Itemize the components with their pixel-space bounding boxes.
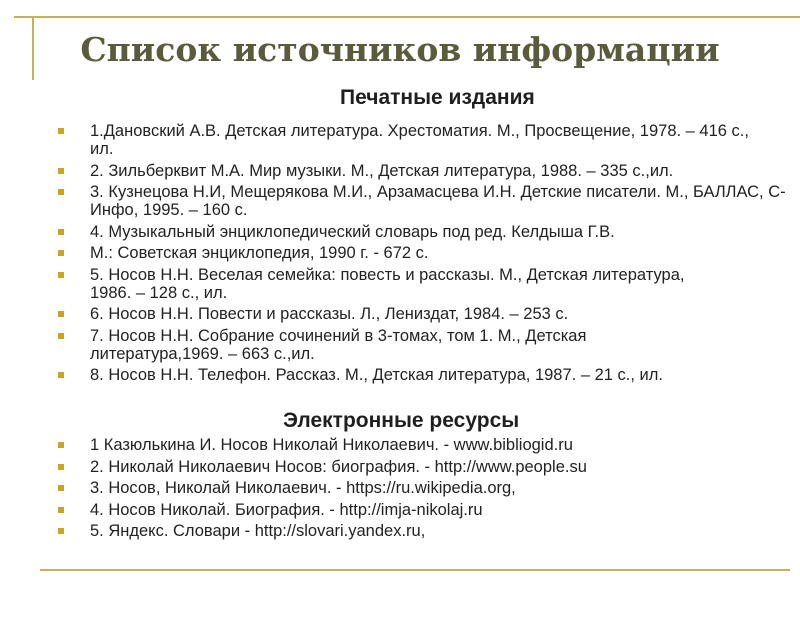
source-text: 5. Яндекс. Словари - http://slovari.yandex.ru, — [90, 522, 426, 540]
bullet-square-icon — [58, 372, 64, 378]
list-item — [58, 266, 700, 302]
source-text: 5. Носов Н.Н. Веселая семейка: повесть и рассказы. М., Детская литература, 1986. – 128 с., ил. — [90, 265, 685, 302]
source-text: 1 Казюлькина И. Носов Николай Николаевич. - www.bibliogid.ru — [90, 436, 573, 454]
bullet-square-icon — [58, 168, 64, 174]
bullet-square-icon — [58, 464, 64, 470]
list-item — [58, 479, 800, 497]
source-text: М.: Советская энциклопедия, 1990 г. - 672 с. — [90, 244, 429, 262]
list-item — [58, 436, 800, 454]
bullet-square-icon — [58, 442, 64, 448]
source-text: 4. Музыкальный энциклопедический словарь под ред. Келдыша Г.В. — [90, 222, 615, 241]
bullet-square-icon — [58, 272, 64, 278]
electronic-sources-list — [58, 436, 800, 544]
list-item — [58, 366, 800, 384]
source-text: 2. Зильберквит М.А. Мир музыки. М., Детская литература, 1988. – 335 с.,ил. — [90, 161, 674, 180]
list-item — [58, 162, 800, 180]
list-item — [58, 244, 800, 262]
source-text: 1.Дановский А.В. Детская литература. Хрестоматия. М., Просвещение, 1978. – 416 с., ил. — [90, 122, 749, 158]
list-item — [58, 522, 800, 540]
bullet-square-icon — [58, 507, 64, 513]
source-text: 8. Носов Н.Н. Телефон. Рассказ. М., Детская литература, 1987. – 21 с., ил. — [90, 366, 663, 384]
frame-bottom-line — [40, 569, 790, 571]
bullet-square-icon — [58, 128, 64, 134]
bullet-square-icon — [58, 528, 64, 534]
source-text: 6. Носов Н.Н. Повести и рассказы. Л., Лениздат, 1984. – 253 с. — [90, 305, 569, 323]
source-text: 2. Николай Николаевич Носов: биография. - http://www.people.su — [90, 457, 587, 476]
source-text: 7. Носов Н.Н. Собрание сочинений в 3-томах, том 1. М., Детская литература,1969. – 663 с.,ил. — [90, 326, 587, 363]
frame-top-line — [14, 16, 800, 18]
electronic-section-heading: Электронные ресурсы — [283, 409, 520, 432]
source-text: 3. Носов, Николай Николаевич. - https://ru.wikipedia.org, — [90, 479, 516, 497]
list-item — [58, 501, 800, 519]
print-section-heading: Печатные издания — [340, 86, 535, 109]
list-item — [58, 305, 800, 323]
list-item — [58, 327, 720, 363]
list-item — [58, 122, 750, 158]
bullet-square-icon — [58, 485, 64, 491]
bullet-square-icon — [58, 189, 64, 195]
source-text: 4. Носов Николай. Биография. - http://imja-nikolaj.ru — [90, 500, 483, 519]
print-sources-list — [58, 122, 800, 388]
bullet-square-icon — [58, 311, 64, 317]
list-item — [58, 223, 800, 241]
bullet-square-icon — [58, 333, 64, 339]
bullet-square-icon — [58, 250, 64, 256]
list-item — [58, 458, 800, 476]
slide-title: Список источников информации — [80, 30, 720, 69]
source-text: 3. Кузнецова Н.И, Мещерякова М.И., Арзамасцева И.Н. Детские писатели. М., БАЛЛАС, С-Инфо, 1995. – 160 с. — [90, 183, 786, 219]
bullet-square-icon — [58, 229, 64, 235]
list-item — [58, 183, 800, 219]
